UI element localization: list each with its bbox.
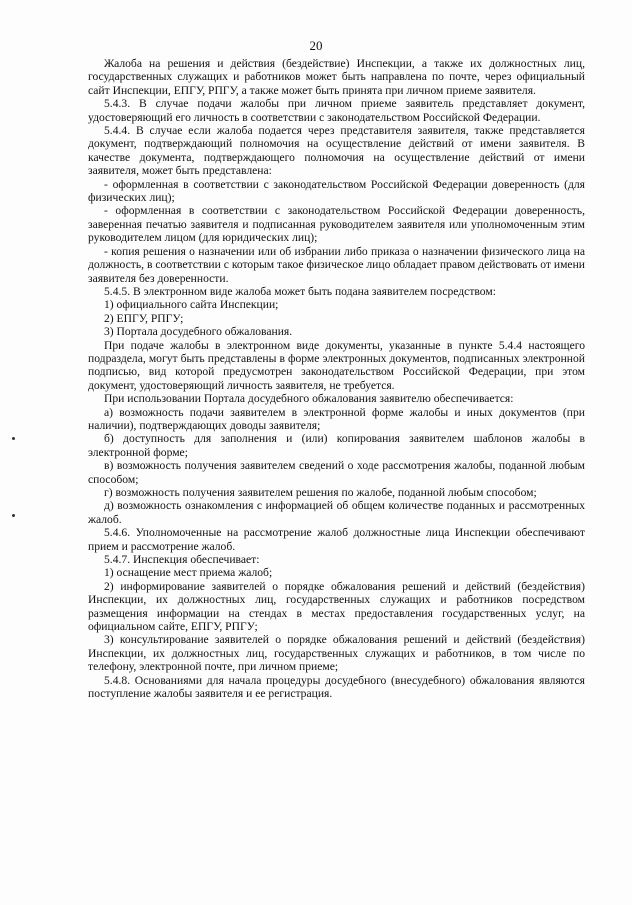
paragraph: При использовании Портала досудебного обжалования заявителю обеспечивается: bbox=[104, 392, 514, 406]
paragraph: 5.4.7. Инспекция обеспечивает: bbox=[104, 553, 260, 567]
paragraph: 5.4.3. В случае подачи жалобы при личном приеме заявитель представляет документ, удостоверяющий его личность в соответствии с законодательством Российской Федерации. bbox=[88, 97, 585, 124]
page-number: 20 bbox=[309, 38, 323, 53]
paragraph: 5.4.4. В случае если жалоба подается через представителя заявителя, также представляется документ, подтверждающий полномочия на осуществление действий от имени заявителя. В качестве документа, подтверждающего полномочия на осуществление действий от имени заявителя, может быть представлена: bbox=[88, 124, 585, 178]
paragraph: 5.4.8. Основаниями для начала процедуры досудебного (внесудебного) обжалования являются поступление жалобы заявителя и ее регистрация. bbox=[88, 673, 585, 701]
paragraph: 2) информирование заявителей о порядке обжалования решений и действий (бездействия) Инспекции, их должностных лиц, государственных служащих и работников посредством размещения информации на стендах в местах предоставления государственных услуг, на официальном сайте, ЕПГУ, РПГУ; bbox=[88, 579, 585, 634]
paragraph: в) возможность получения заявителем сведений о ходе рассмотрения жалобы, поданной любым способом; bbox=[88, 459, 585, 486]
paragraph: При подаче жалобы в электронном виде документы, указанные в пункте 5.4.4 настоящего подраздела, могут быть представлены в форме электронных документов, подписанных электронной подписью, вид которой предусмотрен законодательством Российской Федерации, при этом документ, удостоверяющий личность заявителя, не требуется. bbox=[88, 338, 585, 392]
paragraph: б) доступность для заполнения и (или) копирования заявителем шаблонов жалобы в электронной форме; bbox=[88, 432, 585, 459]
paragraph: 3) Портала досудебного обжалования. bbox=[104, 325, 293, 339]
paragraph: г) возможность получения заявителем решения по жалобе, поданной любым способом; bbox=[104, 486, 537, 499]
paragraph: - копия решения о назначении или об избрании либо приказа о назначении физического лица на должность, в соответствии с которым такое физическое лицо обладает правом действовать от имени заявителя без доверенности. bbox=[88, 244, 585, 285]
paragraph: 5.4.6. Уполномоченные на рассмотрение жалоб должностные лица Инспекции обеспечивают прием и рассмотрение жалоб. bbox=[88, 526, 585, 553]
paragraph: 1) оснащение мест приема жалоб; bbox=[104, 566, 273, 580]
paragraph: - оформленная в соответствии с законодательством Российской Федерации доверенность (для физических лиц); bbox=[88, 177, 585, 205]
paragraph: 3) консультирование заявителей о порядке обжалования решений и действий (бездействия) Инспекции, их должностных лиц, государственных служащих и работников, в том числе по телефону, электронной почте, при личном приеме; bbox=[88, 633, 585, 674]
paragraph: 2) ЕПГУ, РПГУ; bbox=[104, 311, 184, 325]
paragraph: - оформленная в соответствии с законодательством Российской Федерации доверенность, заверенная печатью заявителя и подписанная руководителем заявителя или уполномоченным этим руководителем лицом (для юридических лиц); bbox=[88, 204, 585, 245]
paragraph: Жалоба на решения и действия (бездействие) Инспекции, а также их должностных лиц, государственных служащих и работников может быть направлена по почте, через официальный сайт Инспекции, ЕПГУ, РПГУ, а также может быть принята при личном приеме заявителя. bbox=[88, 57, 585, 97]
scan-speck bbox=[12, 514, 15, 517]
paragraph: д) возможность ознакомления с информацией об общем количестве поданных и рассмотренных жалоб. bbox=[88, 499, 585, 526]
document-body bbox=[88, 57, 585, 701]
paragraph: а) возможность подачи заявителем в электронной форме жалобы и иных документов (при наличии), подтверждающих доводы заявителя; bbox=[88, 405, 585, 432]
scan-speck bbox=[12, 437, 15, 440]
paragraph: 5.4.5. В электронном виде жалоба может быть подана заявителем посредством: bbox=[104, 284, 496, 298]
paragraph: 1) официального сайта Инспекции; bbox=[104, 298, 279, 312]
